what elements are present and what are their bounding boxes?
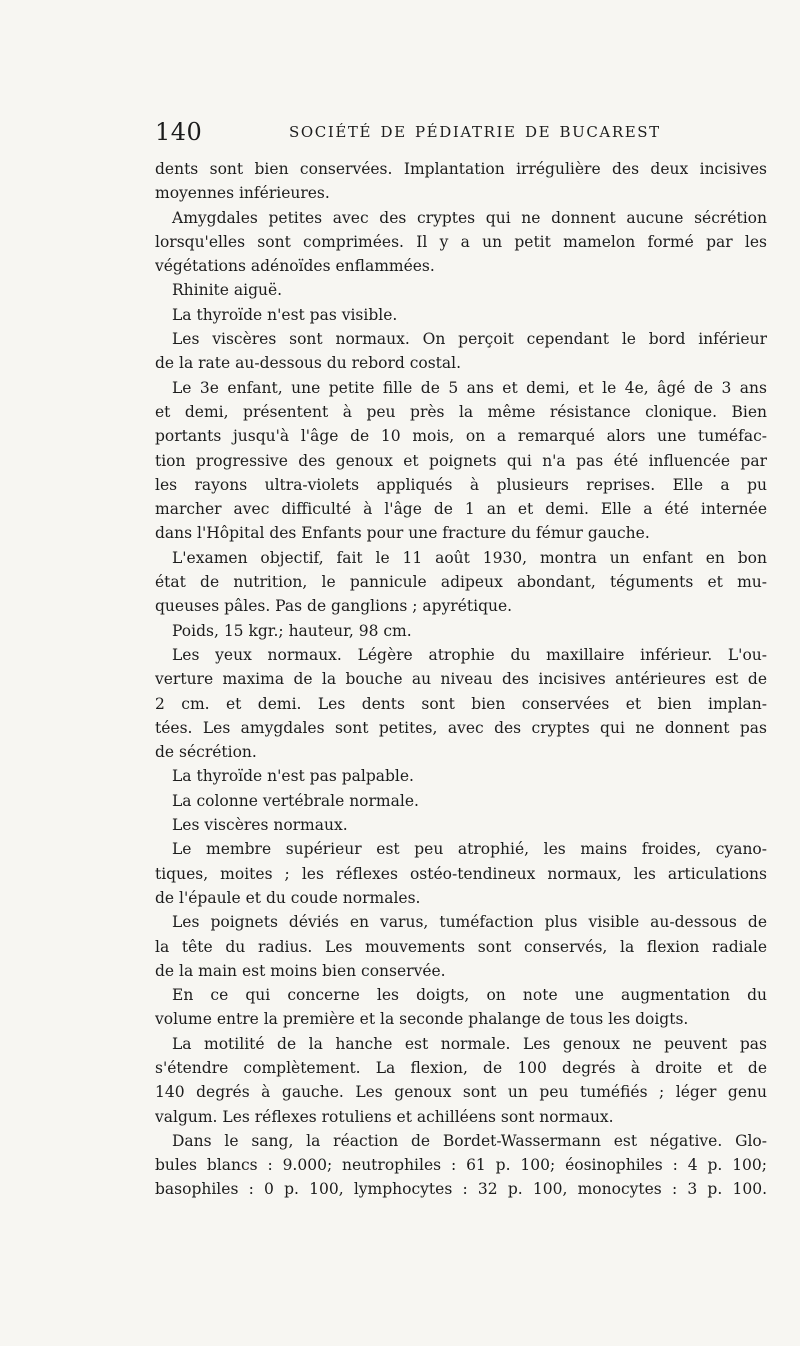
text-line: les rayons ultra-violets appliqués à plusieurs reprises. Elle a pu [155,475,767,494]
page-header [155,118,765,148]
text-line: de la rate au-dessous du rebord costal. [155,354,462,373]
text-line: Les yeux normaux. Légère atrophie du maxillaire inférieur. L'ou- [172,645,767,664]
text-line: portants jusqu'à l'âge de 10 mois, on a remarqué alors une tuméfac- [155,427,767,446]
text-line: L'examen objectif, fait le 11 août 1930, montra un enfant en bon [172,548,767,567]
running-title: SOCIÉTÉ DE PÉDIATRIE DE BUCAREST [289,123,661,141]
text-line: verture maxima de la bouche au niveau des incisives antérieures est de [155,670,767,689]
text-line: La colonne vertébrale normale. [172,791,419,810]
text-line: Les viscères sont normaux. On perçoit cependant le bord inférieur [172,330,767,349]
text-line: tiques, moites ; les réflexes ostéo-tendineux normaux, les articulations [155,864,767,883]
text-line: 140 degrés à gauche. Les genoux sont un peu tuméfiés ; léger genu [155,1083,767,1102]
text-line: marcher avec difficulté à l'âge de 1 an et demi. Elle a été internée [155,500,767,519]
text-line: et demi, présentent à peu près la même résistance clonique. Bien [155,402,767,421]
text-line: Les poignets déviés en varus, tuméfaction plus visible au-dessous de [172,913,767,932]
text-line: Les viscères normaux. [172,816,348,835]
text-line: de la main est moins bien conservée. [155,961,446,980]
text-line: La thyroïde n'est pas visible. [172,305,398,324]
text-line: La motilité de la hanche est normale. Les genoux ne peuvent pas [172,1034,767,1053]
text-line: lorsqu'elles sont comprimées. Il y a un petit mamelon formé par les [155,232,767,251]
text-line: Rhinite aiguë. [172,281,283,300]
text-line: s'étendre complètement. La flexion, de 100 degrés à droite et de [155,1058,767,1077]
text-line: 2 cm. et demi. Les dents sont bien conservées et bien implan- [155,694,767,713]
body-text [155,157,767,1202]
text-line: dans l'Hôpital des Enfants pour une fracture du fémur gauche. [155,524,650,543]
text-line: de sécrétion. [155,743,257,762]
text-line: végétations adénoïdes enflammées. [155,257,435,276]
text-line: volume entre la première et la seconde phalange de tous les doigts. [155,1010,689,1029]
text-line: Dans le sang, la réaction de Bordet-Wassermann est négative. Glo- [172,1131,767,1150]
text-line: la tête du radius. Les mouvements sont conservés, la flexion radiale [155,937,767,956]
text-line: Poids, 15 kgr.; hauteur, 98 cm. [172,621,412,640]
text-line: dents sont bien conservées. Implantation irrégulière des deux incisives [155,160,767,178]
text-line: La thyroïde n'est pas palpable. [172,767,414,786]
text-line: moyennes inférieures. [155,184,330,203]
text-line: basophiles : 0 p. 100, lymphocytes : 32 p. 100, monocytes : 3 p. 100. [155,1180,767,1199]
text-line: Le 3e enfant, une petite fille de 5 ans et demi, et le 4e, âgé de 3 ans [172,378,767,397]
text-line: Le membre supérieur est peu atrophié, les mains froides, cyano- [172,840,767,859]
text-line: tion progressive des genoux et poignets qui n'a pas été influencée par [155,451,767,470]
text-line: état de nutrition, le pannicule adipeux abondant, téguments et mu- [155,573,767,592]
text-line: valgum. Les réflexes rotuliens et achilléens sont normaux. [155,1107,614,1126]
text-line: tées. Les amygdales sont petites, avec des cryptes qui ne donnent pas [155,718,767,737]
text-line: En ce qui concerne les doigts, on note une augmentation du [172,986,767,1005]
text-line: queuses pâles. Pas de ganglions ; apyrétique. [155,597,513,616]
text-line: de l'épaule et du coude normales. [155,888,421,907]
text-line: Amygdales petites avec des cryptes qui ne donnent aucune sécrétion [172,208,767,227]
page-number: 140 [155,118,203,146]
text-line: bules blancs : 9.000; neutrophiles : 61 p. 100; éosinophiles : 4 p. 100; [155,1156,767,1175]
